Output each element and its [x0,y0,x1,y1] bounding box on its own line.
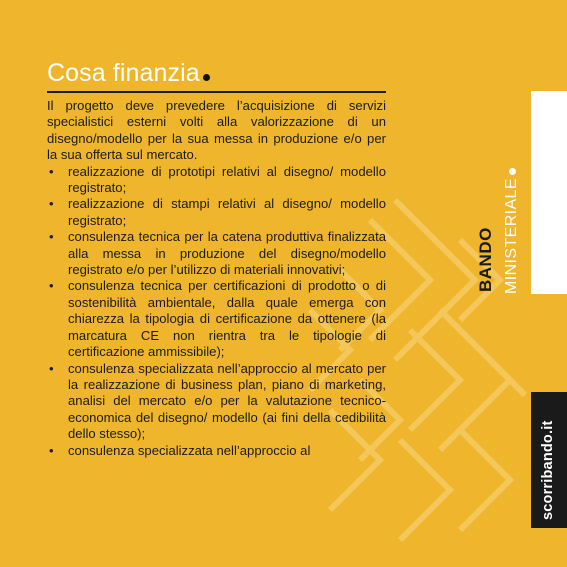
bullet-icon: • [49,442,54,458]
title-underline [47,91,386,93]
list-item: • consulenza tecnica per certificazioni di prodotto o di sostenibilità ambientale, dalla quale emerga con chiarezza la tipologia di certificazione da ottenere (la marcatura CE non rientra tra le tipologie di certificazione ammissibile); [49,278,386,360]
bullet-icon: • [49,278,54,294]
bullet-icon: • [49,229,54,245]
side-dot-icon [509,168,516,175]
section-title: Cosa finanzia [47,55,386,91]
bullet-icon: • [49,360,54,376]
brand-tab[interactable] [531,392,567,528]
side-label [476,180,556,292]
brand-link[interactable]: scorribando.it [540,420,556,520]
side-label-bando: BANDO [476,227,495,292]
list-item: • consulenza specializzata nell’approccio al [49,442,311,458]
bullet-icon: • [49,196,54,212]
list-item: • realizzazione di stampi relativi al disegno/ modello registrato; [49,196,386,228]
bullet-icon: • [49,163,54,179]
list-item: • realizzazione di prototipi relativi al disegno/ modello registrato; [49,163,386,196]
intro-paragraph: Il progetto deve prevedere l’acquisizione di servizi specialistici esterni volti alla valorizzazione di un disegno/modello per la sua messa in produzione e/o per la sua offerta sul mercato. [47,98,386,163]
side-label-ministeriale: MINISTERIALE [503,168,521,294]
title-dot-icon [203,74,210,81]
bullet-list [47,164,386,459]
main-content [47,55,386,459]
list-item: • consulenza tecnica per la catena produttiva finalizzata alla messa in produzione del disegno/modello registrato e/o per l’utilizzo di materiali innovativi; [49,229,386,278]
list-item: • consulenza specializzata nell’approccio al mercato per la realizzazione di business plan, piano di marketing, analisi del mercato e/o per la valutazione tecnico-economica del disegno/ modello (ai fini della cedibilità dello stesso); [49,360,386,442]
